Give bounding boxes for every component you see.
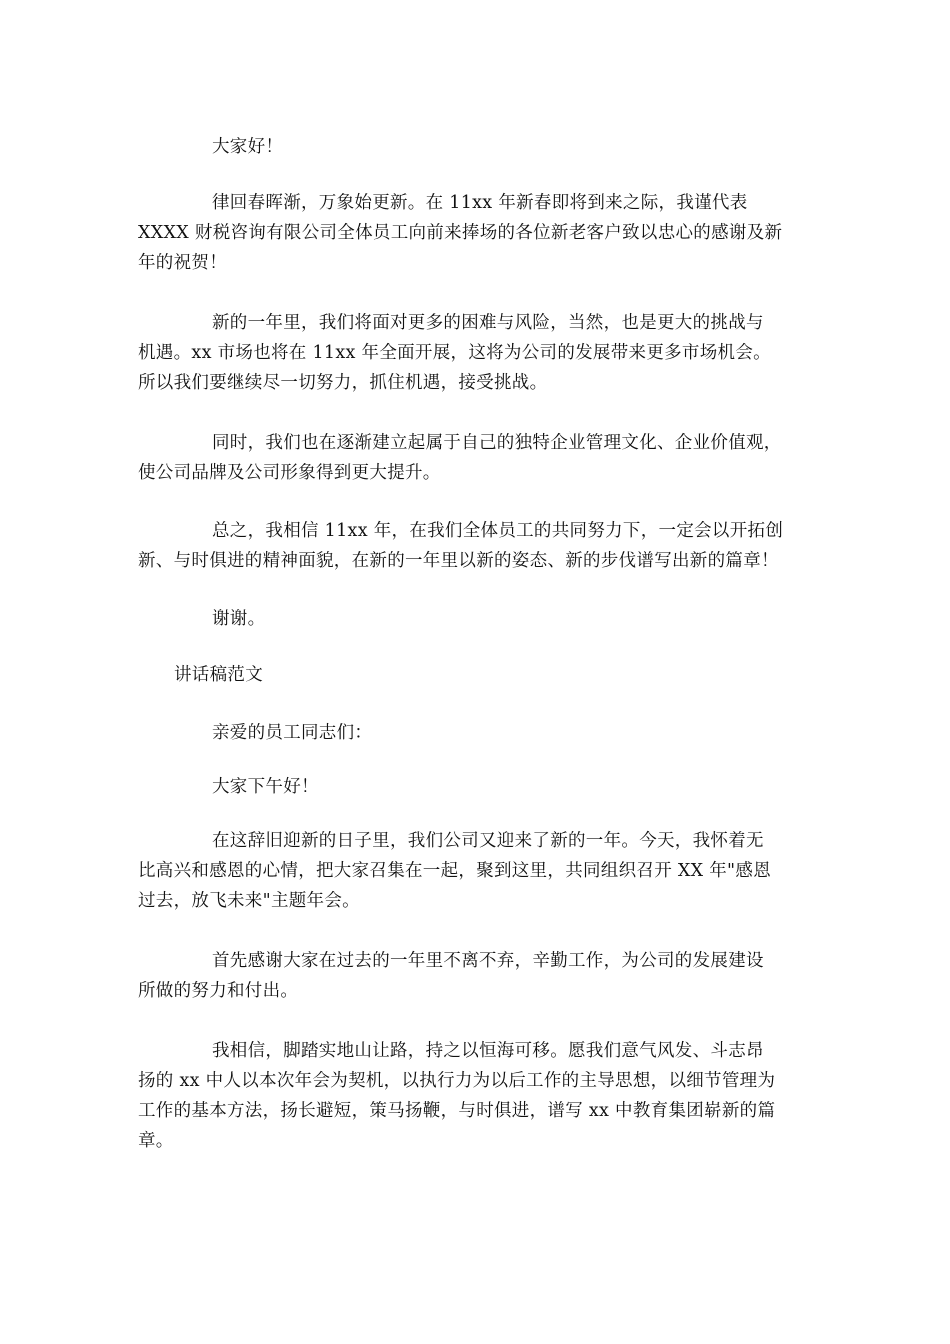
text-line: 比高兴和感恩的心情，把大家召集在一起，聚到这里，共同组织召开 XX 年"感恩 <box>138 861 771 881</box>
salutation-paragraph <box>138 718 818 748</box>
new-year-wishes-paragraph <box>138 188 818 278</box>
section-title <box>138 660 818 690</box>
text-line: 年的祝贺！ <box>138 253 227 273</box>
annual-meeting-paragraph <box>138 826 818 916</box>
text-line: 律回春晖渐，万象始更新。在 11xx 年新春即将到来之际，我谨代表 <box>212 193 748 213</box>
appreciation-paragraph <box>138 946 818 1006</box>
text-line: 所做的努力和付出。 <box>138 981 299 1001</box>
closing-paragraph <box>138 1036 818 1156</box>
text-line: 所以我们要继续尽一切努力，抓住机遇，接受挑战。 <box>138 373 548 393</box>
text-line: 过去，放飞未来"主题年会。 <box>138 891 360 911</box>
challenges-paragraph <box>138 308 818 398</box>
text-line: 机遇。xx 市场也将在 11xx 年全面开展，这将为公司的发展带来更多市场机会。 <box>138 343 771 363</box>
section-title-text: 讲话稿范文 <box>174 665 263 685</box>
greeting-paragraph <box>138 132 818 162</box>
text-line: 同时，我们也在逐渐建立起属于自己的独特企业管理文化、企业价值观， <box>212 433 782 453</box>
text-line: 大家好！ <box>212 137 284 157</box>
text-line: 谢谢。 <box>212 609 266 629</box>
text-line: 使公司品牌及公司形象得到更大提升。 <box>138 463 441 483</box>
conclusion-paragraph <box>138 516 818 576</box>
text-line: XXXX 财税咨询有限公司全体员工向前来捧场的各位新老客户致以忠心的感谢及新 <box>138 223 783 243</box>
culture-paragraph <box>138 428 818 488</box>
thanks-paragraph <box>138 604 818 634</box>
text-line: 总之，我相信 11xx 年，在我们全体员工的共同努力下，一定会以开拓创 <box>212 521 784 541</box>
text-line: 章。 <box>138 1131 174 1151</box>
text-line: 新的一年里，我们将面对更多的困难与风险，当然，也是更大的挑战与 <box>212 313 764 333</box>
text-line: 亲爱的员工同志们： <box>212 723 373 743</box>
text-line: 扬的 xx 中人以本次年会为契机，以执行力为以后工作的主导思想，以细节管理为 <box>138 1071 776 1091</box>
afternoon-greeting-paragraph <box>138 772 818 802</box>
text-line: 工作的基本方法，扬长避短，策马扬鞭，与时俱进，谱写 xx 中教育集团崭新的篇 <box>138 1101 776 1121</box>
text-line: 首先感谢大家在过去的一年里不离不弃，辛勤工作，为公司的发展建设 <box>212 951 764 971</box>
text-line: 新、与时俱进的精神面貌，在新的一年里以新的姿态、新的步伐谱写出新的篇章！ <box>138 551 779 571</box>
text-line: 大家下午好！ <box>212 777 319 797</box>
text-line: 我相信，脚踏实地山让路，持之以恒海可移。愿我们意气风发、斗志昂 <box>212 1041 764 1061</box>
text-line: 在这辞旧迎新的日子里，我们公司又迎来了新的一年。今天，我怀着无 <box>212 831 764 851</box>
